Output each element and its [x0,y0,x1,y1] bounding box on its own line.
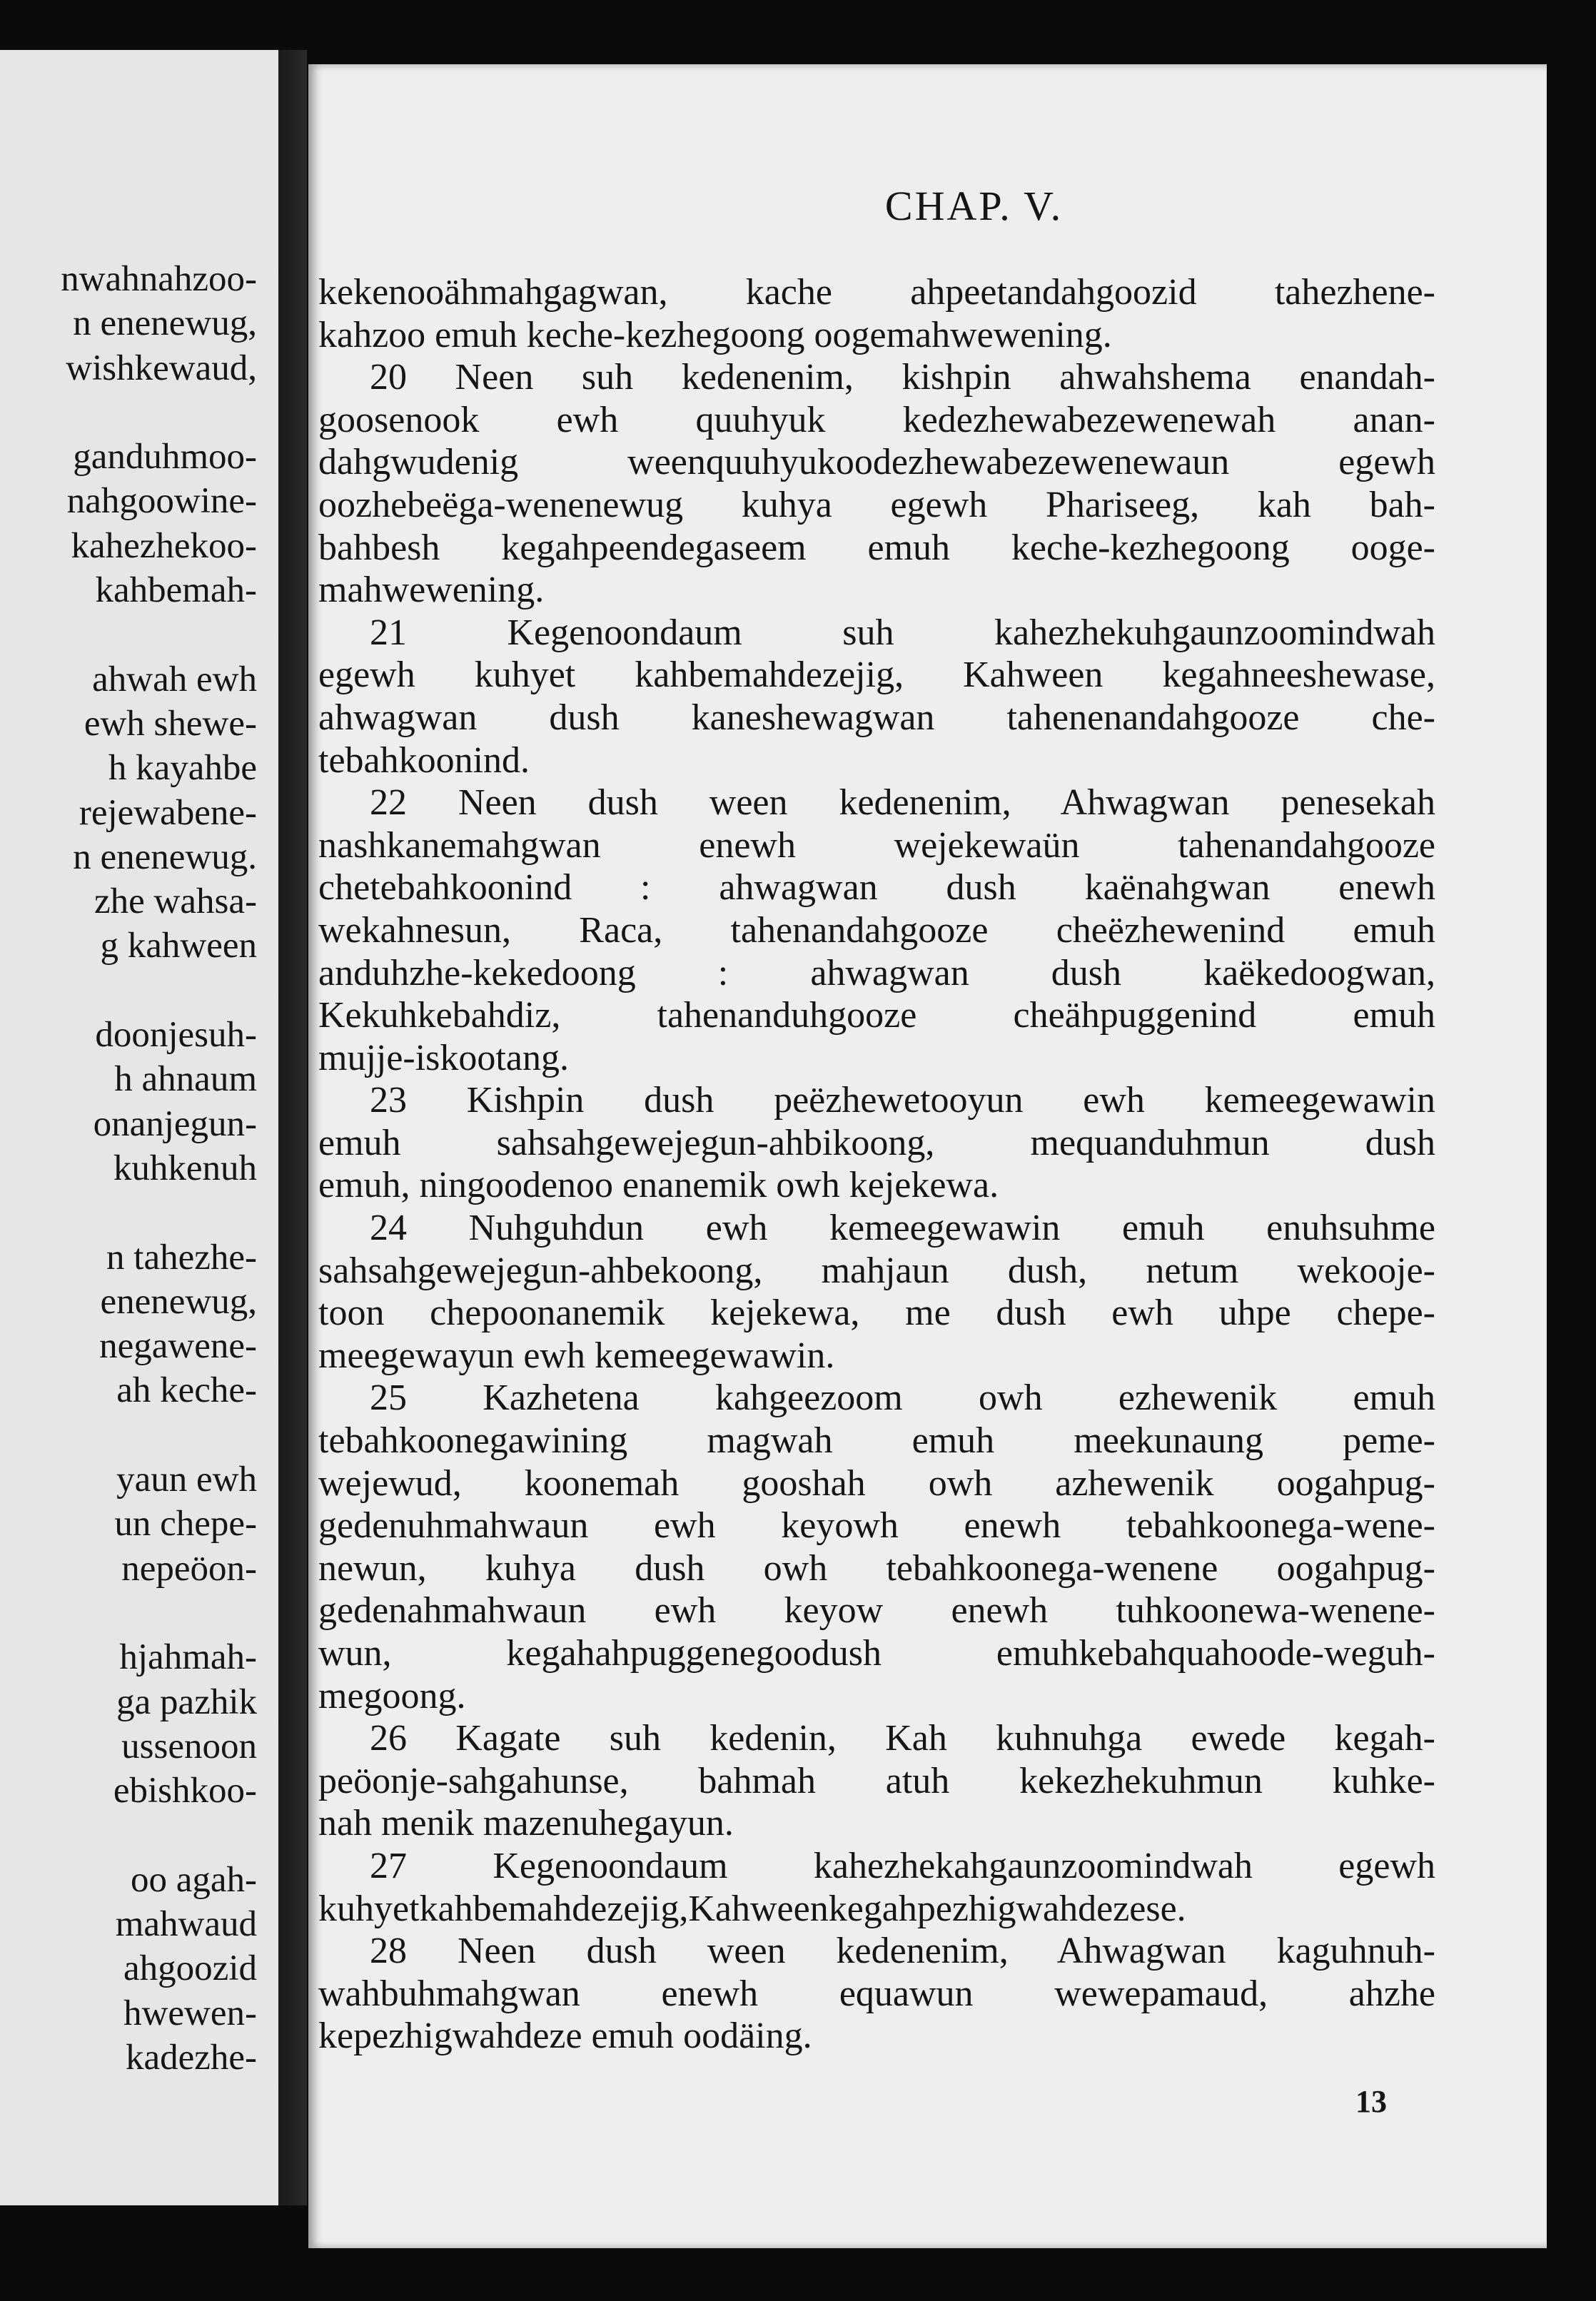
previous-page-line: h ahnaum [114,1059,257,1100]
text-line: goosenook ewh quuhyuk kedezhewabezewenewah anan- [318,399,1435,440]
previous-page-line: nahgoowine- [66,481,257,522]
text-line: 28 Neen dush ween kedenenim, Ahwagwan kaguhnuh- [370,1931,1435,1972]
previous-page-line [0,390,257,435]
previous-page-line: enenewug, [100,1281,257,1322]
previous-page-line: kahbemah- [95,570,257,611]
text-line: 27 Kegenoondaum kahezhekahgaunzoomindwah egewh [370,1845,1435,1886]
book-gutter [278,50,307,2205]
text-line: 20 Neen suh kedenenim, kishpin ahwahshema enandah- [370,357,1435,398]
text-line: oozhebeëga-wenenewug kuhya egewh Phariseeg, kah bah- [318,484,1435,525]
text-line: 22 Neen dush ween kedenenim, Ahwagwan penesekah [370,782,1435,824]
text-line: wun, kegahahpuggenegoodush emuhkebahquahoode-weguh- [318,1633,1435,1674]
current-page [308,64,1547,2248]
text-line: 23 Kishpin dush peëzhewetooyun ewh kemeegewawin [370,1080,1435,1121]
text-line: gedenuhmahwaun ewh keyowh enewh tebahkoonega-wene- [318,1505,1435,1547]
text-line: wekahnesun, Raca, tahenandahgooze cheëzhewenind emuh [318,909,1435,951]
page-number: 13 [1355,2084,1387,2119]
previous-page-line: ebishkoo- [113,1771,257,1811]
text-line: mahwewening. [318,570,545,611]
previous-page-line: ahgoozid [123,1948,257,1989]
previous-page-line [0,1413,257,1457]
previous-page-line [0,1591,257,1635]
previous-page-line: mahwaud [115,1903,257,1944]
text-line: wejewud, koonemah gooshah owh azhewenik oogahpug- [318,1462,1435,1504]
text-line: tebahkoonegawining magwah emuh meekunaung peme- [318,1420,1435,1462]
previous-page-text [0,257,257,2080]
text-line: emuh, ningoodenoo enanemik owh kejekewa. [318,1165,999,1206]
text-line: nashkanemahgwan enewh wejekewaün tahenandahgooze [318,824,1435,866]
text-line: meegewayun ewh kemeegewawin. [318,1335,835,1376]
previous-page-line: nepeöon- [121,1548,257,1589]
previous-page-line: kuhkenuh [113,1148,257,1188]
previous-page-line: onanjegun- [93,1103,257,1144]
previous-page-line: ussenoon [121,1726,257,1766]
previous-page-line: rejewabene- [79,792,257,833]
text-line: nah menik mazenuhegayun. [318,1803,734,1844]
text-line: 25 Kazhetena kahgeezoom owh ezhewenik emuh [370,1377,1435,1419]
text-line: 26 Kagate suh kedenin, Kah kuhnuhga ewede kegah- [370,1718,1435,1759]
previous-page-line: doonjesuh- [95,1015,257,1056]
previous-page-line: ganduhmoo- [73,437,257,477]
previous-page-line: wishkewaud, [66,348,257,388]
previous-page-line: ga pazhik [116,1682,257,1722]
text-line: ahwagwan dush kaneshewagwan tahenenandahgooze che- [318,697,1435,738]
text-line: newun, kuhya dush owh tebahkoonega-wenene oogahpug- [318,1547,1435,1589]
text-line: mujje-iskootang. [318,1037,569,1078]
text-line: kekenooähmahgagwan, kache ahpeetandahgoozid tahezhene- [318,272,1435,313]
text-line: dahgwudenig weenquuhyukoodezhewabezewenewaun egewh [318,442,1435,483]
text-line: tebahkoonind. [318,739,530,781]
chapter-title: CHAP. V. [884,183,1064,229]
previous-page-line: kadezhe- [125,2037,257,2078]
text-line: wahbuhmahgwan enewh equawun wewepamaud, ahzhe [318,1973,1435,2014]
previous-page-line: ewh shewe- [84,703,257,744]
previous-page-line: ah keche- [116,1370,257,1411]
previous-page-line [0,612,257,657]
text-line: kahzoo emuh keche-kezhegoong oogemahwewening. [318,314,1112,355]
previous-page-line: kahezhekoo- [71,525,257,566]
previous-page-line: hjahmah- [119,1637,257,1678]
previous-page-line: hwewen- [123,1993,257,2033]
previous-page-line: n tahezhe- [106,1237,257,1278]
text-line: kuhyetkahbemahdezejig,Kahweenkegahpezhigwahdezese. [318,1888,1186,1929]
previous-page-line: n enenewug. [73,836,257,877]
previous-page-line: n enenewug, [73,303,257,344]
text-line: megoong. [318,1675,466,1716]
text-line: chetebahkoonind : ahwagwan dush kaënahgwan enewh [318,867,1435,909]
previous-page-line: nwahnahzoo- [61,259,257,299]
text-line: bahbesh kegahpeendegaseem emuh keche-kezhegoong ooge- [318,527,1435,568]
previous-page-line [0,969,257,1013]
text-line: 21 Kegenoondaum suh kahezhekuhgaunzoomindwah [370,612,1435,653]
previous-page-line [0,1813,257,1857]
previous-page-line: zhe wahsa- [94,881,257,922]
text-line: 24 Nuhguhdun ewh kemeegewawin emuh enuhsuhme [370,1208,1435,1249]
previous-page-line: ahwah ewh [92,659,257,699]
text-line: gedenahmahwaun ewh keyow enewh tuhkoonewa-wenene- [318,1590,1435,1632]
text-line: anduhzhe-kekedoong : ahwagwan dush kaëkedoogwan, [318,952,1435,993]
previous-page-line: yaun ewh [116,1460,257,1500]
previous-page [0,50,286,2205]
text-line: Kekuhkebahdiz, tahenanduhgooze cheähpuggenind emuh [318,995,1435,1036]
previous-page-line: g kahween [100,926,257,966]
text-line: emuh sahsahgewejegun-ahbikoong, mequanduhmun dush [318,1122,1435,1163]
previous-page-line: oo agah- [130,1859,257,1900]
previous-page-line: negawene- [99,1326,257,1367]
text-line: peöonje-sahgahunse, bahmah atuh kekezhekuhmun kuhke- [318,1760,1435,1801]
previous-page-line [0,1190,257,1235]
text-line: sahsahgewejegun-ahbekoong, mahjaun dush, netum wekooje- [318,1250,1435,1291]
page-body-text [318,271,1435,2058]
previous-page-line: h kayahbe [108,748,257,789]
text-line: kepezhigwahdeze emuh oodäing. [318,2016,812,2057]
previous-page-line: un chepe- [114,1504,257,1544]
text-line: egewh kuhyet kahbemahdezejig, Kahween kegahneeshewase, [318,654,1435,696]
text-line: toon chepoonanemik kejekewa, me dush ewh uhpe chepe- [318,1293,1435,1334]
